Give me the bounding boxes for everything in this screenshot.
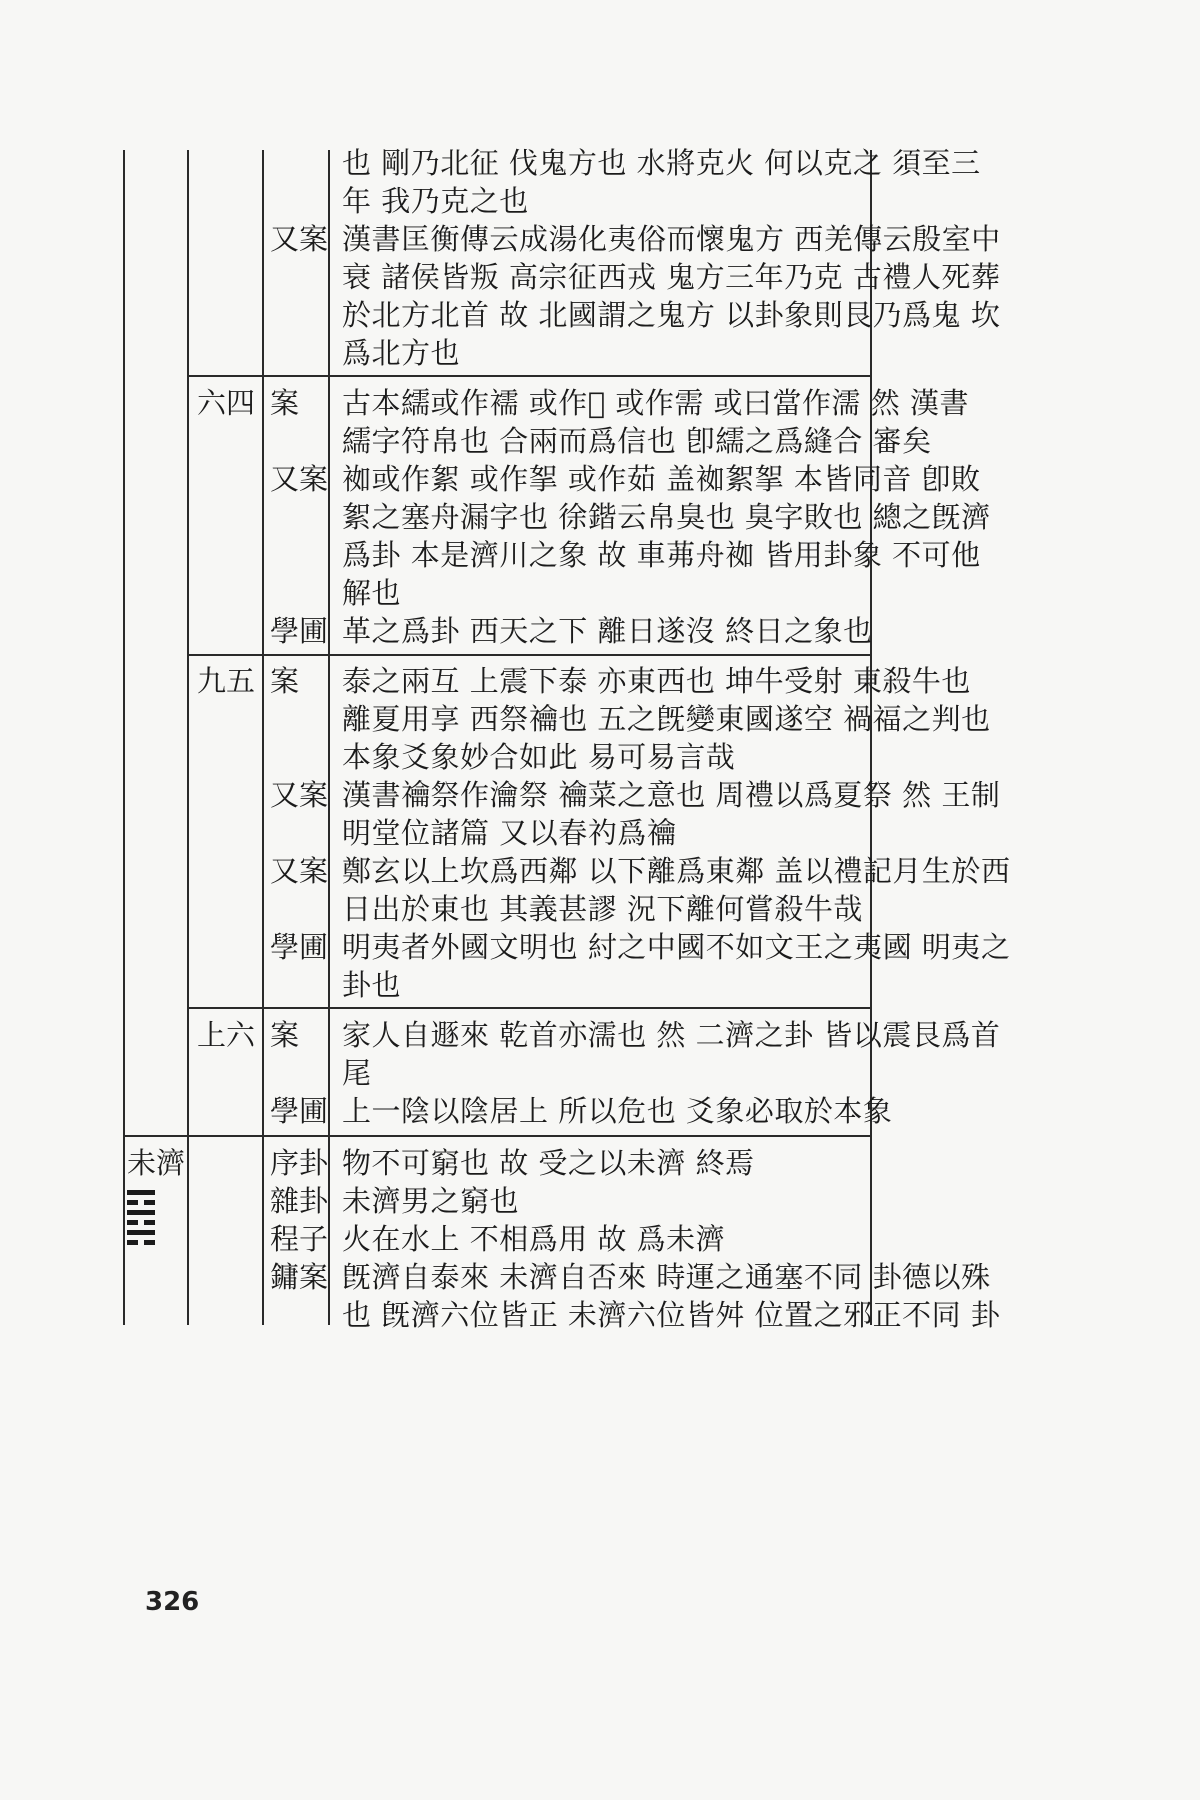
text-line: 爲卦 本是濟川之象 故 車茀舟袽 皆用卦象 不可他 [342,538,981,572]
commentary-label: 雜卦 [270,1184,329,1218]
column-divider-label [328,150,330,1325]
text-line: 漢書禴祭作瀹祭 禴菜之意也 周禮以爲夏祭 然 王制 [342,778,1001,812]
line-position-label: 九五 [197,664,256,698]
commentary-label: 又案 [270,462,329,496]
table-left-border [123,150,125,1325]
text-line: 繻字符帛也 合兩而爲信也 卽繻之爲縫合 審矣 [342,424,932,458]
row-separator [187,1007,872,1009]
text-line: 日出於東也 其義甚謬 況下離何嘗殺牛哉 [342,892,863,926]
yang-line [127,1210,155,1215]
commentary-label: 鏞案 [270,1260,329,1294]
text-line: 年 我乃克之也 [342,184,529,218]
column-divider-hexagram [187,150,189,1325]
commentary-label: 學圃 [270,930,329,964]
page-number: 326 [145,1587,200,1617]
commentary-label: 又案 [270,222,329,256]
text-line: 漢書匡衡傳云成湯化夷俗而懷鬼方 西羌傳云殷室中 [342,222,1001,256]
text-line: 絮之塞舟漏字也 徐鍇云帛臭也 臭字敗也 總之旣濟 [342,500,991,534]
text-line: 革之爲卦 西天之下 離日遂沒 終日之象也 [342,614,873,648]
text-line: 衰 諸侯皆叛 高宗征西戎 鬼方三年乃克 古禮人死葬 [342,260,1001,294]
yang-line [127,1190,155,1195]
text-line: 古本繻或作襦 或作𧞤 或作需 或曰當作濡 然 漢書 [342,386,969,420]
commentary-label: 又案 [270,778,329,812]
commentary-label: 又案 [270,854,329,888]
text-line: 泰之兩互 上震下泰 亦東西也 坤牛受射 東殺牛也 [342,664,971,698]
commentary-label: 學圃 [270,1094,329,1128]
line-position-label: 上六 [197,1018,256,1052]
text-line: 明夷者外國文明也 紂之中國不如文王之夷國 明夷之 [342,930,1011,964]
text-line: 物不可窮也 故 受之以未濟 終焉 [342,1146,755,1180]
text-line: 於北方北首 故 北國謂之鬼方 以卦象則艮乃爲鬼 坎 [342,298,1001,332]
text-line: 袽或作絮 或作挐 或作茹 盖袽絮挐 本皆同音 卽敗 [342,462,981,496]
hexagram-name: 未濟 [127,1146,186,1180]
line-position-label: 六四 [197,386,256,420]
commentary-label: 學圃 [270,614,329,648]
text-line: 鄭玄以上坎爲西鄰 以下離爲東鄰 盖以禮記月生於西 [342,854,1011,888]
row-separator [187,375,872,377]
yang-line [127,1230,155,1235]
text-line: 未濟男之窮也 [342,1184,520,1218]
text-line: 火在水上 不相爲用 故 爲未濟 [342,1222,726,1256]
commentary-label: 案 [270,386,300,420]
row-separator [123,1135,872,1137]
yin-line [127,1220,155,1225]
text-line: 爲北方也 [342,336,461,370]
row-separator [187,654,872,656]
yin-line [127,1200,155,1205]
text-line: 明堂位諸篇 又以春礿爲禴 [342,816,677,850]
text-line: 本象爻象妙合如此 易可易言哉 [342,740,736,774]
text-line: 家人自遯來 乾首亦濡也 然 二濟之卦 皆以震艮爲首 [342,1018,1001,1052]
commentary-label: 序卦 [270,1146,329,1180]
commentary-label: 程子 [270,1222,329,1256]
text-line: 解也 [342,576,402,610]
text-line: 上一陰以陰居上 所以危也 爻象必取於本象 [342,1094,893,1128]
commentary-label: 案 [270,1018,300,1052]
text-line: 離夏用享 西祭禴也 五之旣變東國遂空 禍福之判也 [342,702,991,736]
commentary-label: 案 [270,664,300,698]
text-line: 旣濟自泰來 未濟自否來 時運之通塞不同 卦德以殊 [342,1260,991,1294]
text-line: 尾 [342,1056,372,1090]
hexagram-symbol-icon [127,1190,155,1250]
yin-line [127,1240,155,1245]
text-line: 也 旣濟六位皆正 未濟六位皆舛 位置之邪正不同 卦 [342,1298,1001,1332]
column-divider-line [262,150,264,1325]
text-line: 卦也 [342,968,402,1002]
text-line: 也 剛乃北征 伐鬼方也 水將克火 何以克之 須至三 [342,146,981,180]
